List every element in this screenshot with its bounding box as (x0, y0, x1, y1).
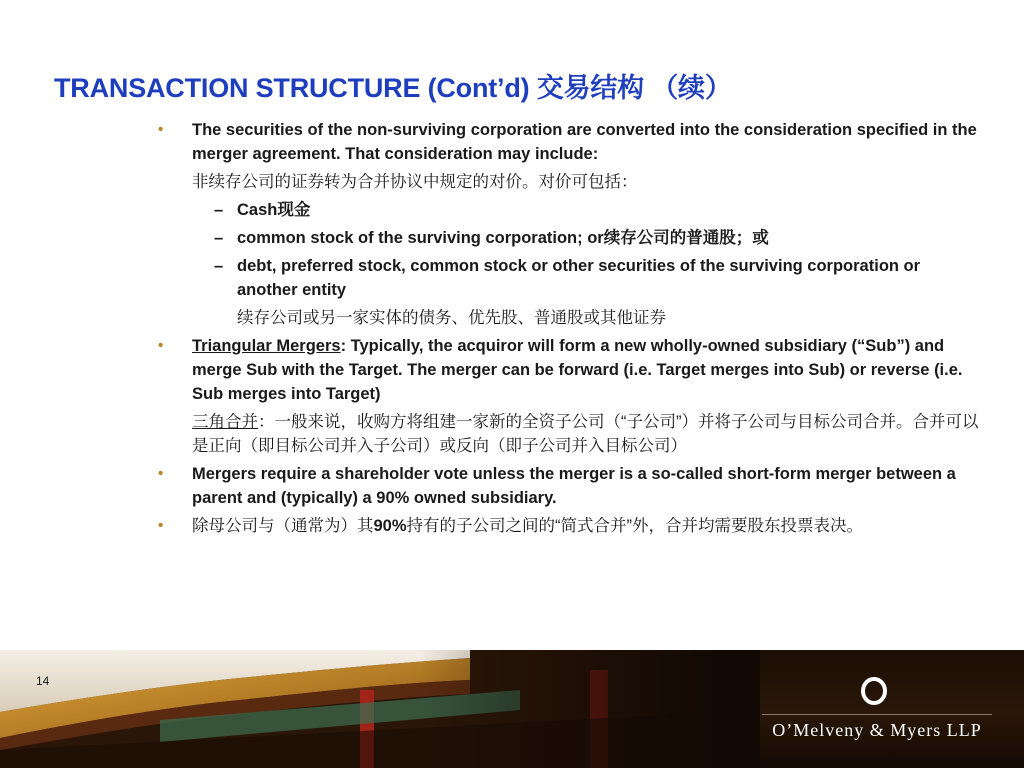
percent-value: 90% (373, 517, 407, 535)
sub-item-zh: 续存公司的普通股；或 (603, 229, 769, 247)
footer-banner (0, 650, 1024, 768)
bullet-marker: • (158, 121, 164, 138)
bullet-shareholder-vote (150, 462, 980, 510)
sub-item-zh: 现金 (277, 201, 311, 219)
dash-marker: – (214, 229, 224, 247)
sub-item-zh-line: 续存公司或另一家实体的债务、优先股、普通股或其他证券 (237, 309, 666, 327)
bullet-marker: • (158, 337, 164, 354)
bullet-text: Mergers require a shareholder vote unless the merger is a so-called short-form merger between a parent and (typically) a 90% owned subsidiary. (192, 465, 956, 507)
firm-logo-text: O’Melveny & Myers LLP (772, 720, 982, 740)
sub-item-other-securities (150, 254, 980, 302)
bullet-shareholder-vote-zh (150, 514, 980, 538)
bullet-triangular-mergers (150, 334, 980, 458)
page-number: 14 (36, 674, 50, 688)
slide-body (150, 118, 980, 538)
bullet-text-zh: ：一般来说，收购方将组建一家新的全资子公司（“子公司”）并将子公司与目标公司合并。合并可以是正向（即目标公司并入子公司）或反向（即子公司并入目标公司） (192, 413, 979, 455)
term-colon: : (340, 337, 347, 355)
bullet-text-zh: 非续存公司的证券转为合并协议中规定的对价。对价可包括： (192, 173, 638, 191)
omm-logo-icon (858, 676, 890, 706)
bullet-text-zh-b: 持有的子公司之间的“简式合并”外，合并均需要股东投票表决。 (406, 517, 864, 535)
term-triangular-mergers-zh: 三角合并 (192, 413, 258, 431)
sub-item-cash (150, 198, 980, 222)
bullet-text-zh-a: 除母公司与（通常为）其 (192, 517, 374, 535)
bullet-marker: • (158, 517, 164, 534)
bullet-text: The securities of the non-surviving corporation are converted into the consideration specified in the merger agreement. That consideration may include: (192, 121, 977, 163)
logo-divider (762, 714, 992, 715)
sub-item-en: common stock of the surviving corporation; or (237, 229, 604, 247)
slide-title: TRANSACTION STRUCTURE (Cont’d) 交易结构 （续） (54, 73, 732, 103)
dash-marker: – (214, 257, 224, 275)
bullet-text: Typically, the acquiror will form a new wholly-owned subsidiary (“Sub”) and merge Sub with the Target. The merger can be forward (i.e. Target merges into Sub) or reverse (i.e. Sub merges into Target) (192, 337, 963, 403)
sub-item-common-stock (150, 226, 980, 250)
sub-item-en: debt, preferred stock, common stock or other securities of the surviving corporation or another entity (237, 257, 921, 299)
dash-marker: – (214, 201, 224, 219)
term-triangular-mergers: Triangular Mergers (192, 337, 341, 355)
footer-fade (420, 650, 760, 768)
sub-item-en: Cash (237, 201, 278, 219)
bullet-consideration (150, 118, 980, 194)
bullet-marker: • (158, 465, 164, 482)
